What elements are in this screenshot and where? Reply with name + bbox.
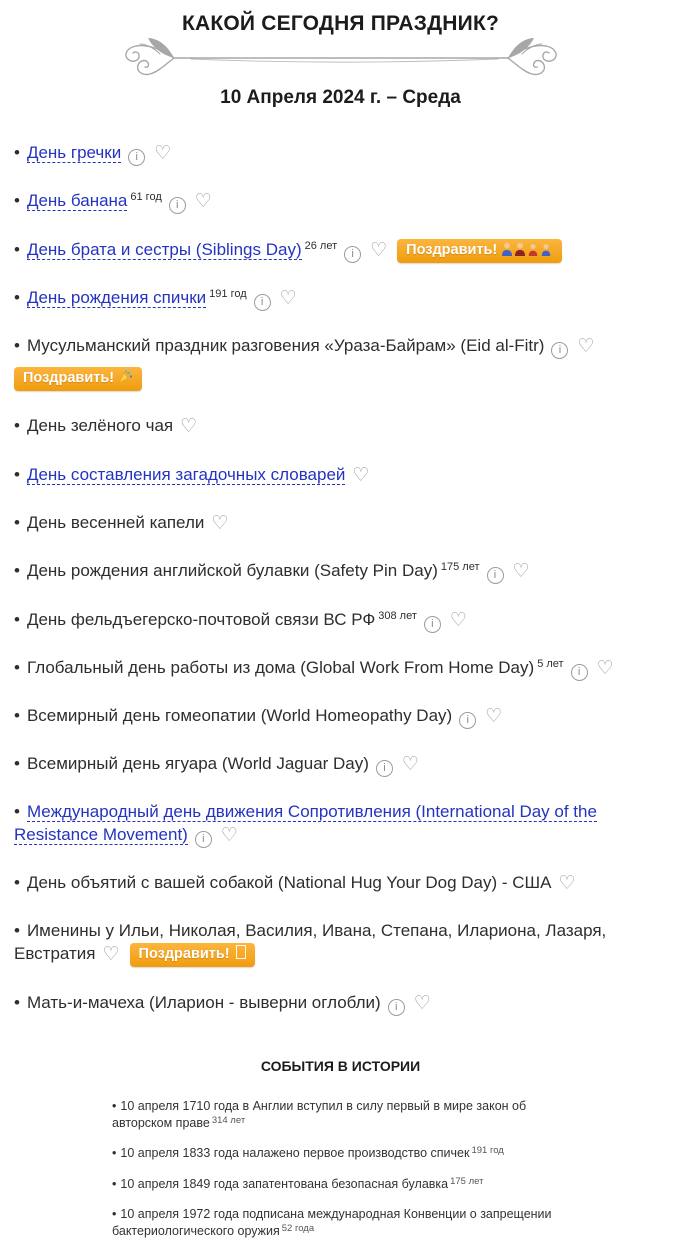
age-superscript: 308 лет — [378, 609, 417, 622]
holiday-item — [14, 656, 667, 681]
holiday-title: Именины у Ильи, Николая, Василия, Ивана, Степана, Илариона, Лазаря, Евстратия — [14, 920, 607, 964]
heart-icon[interactable]: ♡ — [512, 561, 530, 583]
holiday-list — [14, 141, 667, 1016]
age-superscript: 26 лет — [304, 239, 338, 252]
holiday-item — [14, 511, 667, 536]
congratulate-label: Поздравить! — [138, 946, 230, 963]
congratulate-line — [14, 367, 667, 391]
bullet: • — [14, 287, 20, 307]
holiday-item — [14, 920, 667, 968]
holiday-item — [14, 334, 667, 391]
bullet: • — [14, 239, 20, 259]
date-heading: 10 Апреля 2024 г. – Среда — [220, 87, 461, 108]
history-event — [112, 1176, 584, 1193]
heart-icon[interactable]: ♡ — [485, 706, 503, 728]
info-icon[interactable]: i — [376, 760, 393, 777]
age-superscript: 191 год — [471, 1145, 504, 1157]
heart-icon[interactable]: ♡ — [413, 992, 431, 1014]
history-event — [112, 1206, 584, 1240]
info-icon[interactable]: i — [551, 342, 568, 359]
heart-icon[interactable]: ♡ — [370, 239, 388, 261]
bullet: • — [14, 920, 20, 940]
family-icons — [501, 242, 553, 256]
holiday-item — [14, 608, 667, 633]
bullet: • — [112, 1146, 117, 1161]
heart-icon[interactable]: ♡ — [194, 191, 212, 213]
holiday-title: День весенней капели — [26, 512, 205, 532]
congratulate-label: Поздравить! — [23, 370, 115, 387]
bullet: • — [14, 416, 20, 436]
info-icon[interactable]: i — [195, 831, 212, 848]
bullet: • — [112, 1206, 117, 1221]
bullet: • — [14, 609, 20, 629]
heart-icon[interactable]: ♡ — [449, 609, 467, 631]
heart-icon[interactable]: ♡ — [558, 873, 576, 895]
heart-icon[interactable]: ♡ — [220, 825, 238, 847]
holiday-title: День объятий с вашей собакой (National Hug Your Dog Day) - США — [26, 873, 552, 893]
holiday-item — [14, 871, 667, 896]
info-icon[interactable]: i — [571, 664, 588, 681]
holiday-item — [14, 704, 667, 729]
missing-glyph-icon — [236, 945, 246, 959]
heart-icon[interactable]: ♡ — [211, 512, 229, 534]
history-event — [112, 1098, 584, 1133]
heart-icon[interactable]: ♡ — [596, 657, 614, 679]
holiday-title: Глобальный день работы из дома (Global Work From Home Day) — [26, 657, 535, 677]
holiday-item — [14, 752, 667, 777]
holiday-title: День фельдъегерско-почтовой связи ВС РФ — [26, 609, 376, 629]
info-icon[interactable]: i — [459, 712, 476, 729]
bullet: • — [14, 336, 20, 356]
page-title: КАКОЙ СЕГОДНЯ ПРАЗДНИК? — [181, 12, 500, 35]
holiday-title: Мусульманский праздник разговения «Ураза-Байрам» (Eid al-Fitr) — [26, 336, 545, 356]
holiday-title: Всемирный день ягуара (World Jaguar Day) — [26, 754, 369, 774]
bullet: • — [14, 143, 20, 162]
age-superscript: 52 года — [281, 1223, 315, 1235]
event-text: 10 апреля 1849 года запатентована безопасная булавка — [120, 1176, 449, 1191]
bullet: • — [14, 512, 20, 532]
holiday-item — [14, 463, 667, 488]
age-superscript: 175 лет — [440, 561, 480, 574]
holiday-item — [14, 238, 667, 263]
history-events — [112, 1098, 584, 1240]
heart-icon[interactable]: ♡ — [401, 754, 419, 776]
holiday-link[interactable]: День брата и сестры (Siblings Day) — [26, 239, 302, 259]
bullet: • — [14, 992, 20, 1012]
holiday-link[interactable]: Международный день движения Сопротивления (International Day of the Resistance Movement) — [14, 801, 597, 845]
info-icon[interactable]: i — [254, 294, 271, 311]
heart-icon[interactable]: ♡ — [577, 336, 595, 358]
holiday-link[interactable]: День рождения спички — [26, 287, 207, 307]
heart-icon[interactable]: ♡ — [154, 143, 172, 164]
congratulate-button[interactable] — [14, 367, 142, 391]
info-icon[interactable]: i — [128, 149, 145, 166]
holiday-title: День рождения английской булавки (Safety Pin Day) — [26, 561, 438, 581]
holiday-link[interactable]: День банана — [26, 191, 128, 211]
holiday-item — [14, 801, 667, 849]
bullet: • — [14, 801, 20, 821]
heart-icon[interactable]: ♡ — [180, 416, 198, 438]
holiday-item — [14, 189, 667, 214]
info-icon[interactable]: i — [169, 197, 186, 214]
holiday-item — [14, 559, 667, 584]
holiday-item — [14, 286, 667, 311]
bullet: • — [14, 191, 20, 211]
congratulate-button[interactable] — [397, 239, 562, 263]
congratulate-label: Поздравить! — [406, 241, 498, 258]
holiday-title: День зелёного чая — [26, 416, 174, 436]
age-superscript: 314 лет — [211, 1115, 246, 1127]
info-icon[interactable]: i — [344, 246, 361, 263]
holiday-link[interactable]: День составления загадочных словарей — [26, 464, 346, 484]
info-icon[interactable]: i — [487, 567, 504, 584]
event-text: 10 апреля 1972 года подписана международная Конвенции о запрещении бактериологического оружия — [112, 1206, 552, 1239]
holiday-item — [14, 991, 667, 1016]
bullet: • — [14, 754, 20, 774]
age-superscript: 5 лет — [537, 657, 564, 670]
bullet: • — [14, 657, 20, 677]
heart-icon[interactable]: ♡ — [352, 464, 370, 486]
holiday-title: Мать-и-мачеха (Иларион - выверни оглобли) — [26, 992, 381, 1012]
holiday-item — [14, 141, 667, 166]
heart-icon[interactable]: ♡ — [279, 287, 297, 309]
bullet: • — [14, 706, 20, 726]
heart-icon[interactable]: ♡ — [102, 944, 120, 966]
age-superscript: 191 год — [209, 287, 247, 300]
bullet: • — [112, 1176, 117, 1191]
age-superscript: 175 лет — [450, 1175, 484, 1187]
info-icon[interactable]: i — [424, 616, 441, 633]
bullet: • — [14, 873, 20, 893]
age-superscript: 61 год — [130, 191, 162, 204]
info-icon[interactable]: i — [388, 999, 405, 1016]
holiday-item — [14, 414, 667, 439]
bullet: • — [112, 1098, 117, 1113]
history-event — [112, 1145, 584, 1162]
history-title: СОБЫТИЯ В ИСТОРИИ — [260, 1057, 421, 1074]
congratulate-button[interactable] — [130, 943, 255, 967]
holiday-link[interactable]: День гречки — [26, 143, 122, 162]
ornament-divider — [96, 32, 586, 80]
bullet: • — [14, 464, 20, 484]
event-text: 10 апреля 1710 года в Англии вступил в силу первый в мире закон об авторском праве — [112, 1098, 527, 1131]
holiday-title: Всемирный день гомеопатии (World Homeopathy Day) — [26, 706, 453, 726]
event-text: 10 апреля 1833 года налажено первое производство спичек — [120, 1146, 470, 1161]
party-popper-icon — [118, 370, 133, 384]
bullet: • — [14, 561, 20, 581]
